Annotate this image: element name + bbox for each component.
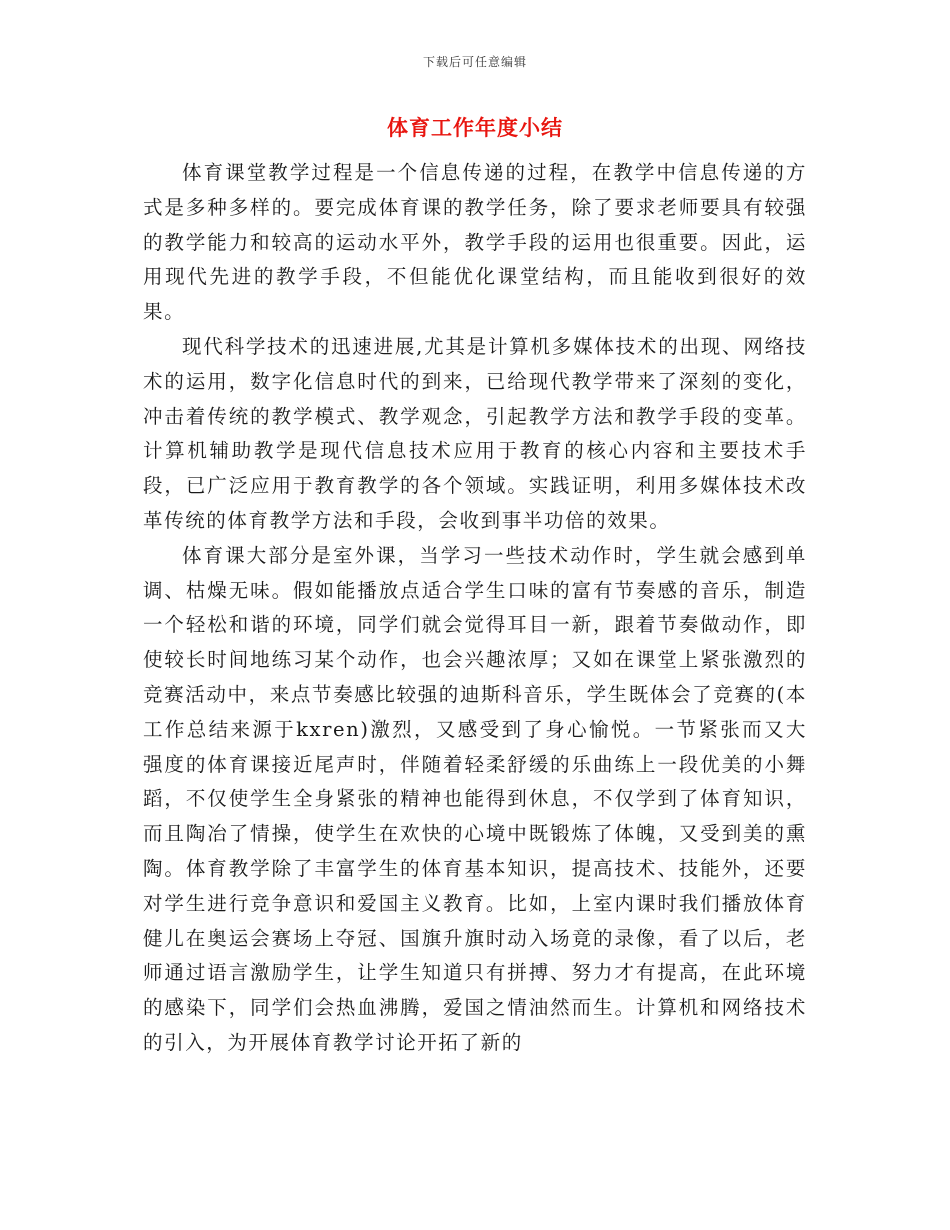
header-note: 下载后可任意编辑 (422, 55, 527, 69)
document-body (143, 156, 807, 1061)
paragraph-2: 现代科学技术的迅速进展,尤其是计算机多媒体技术的出现、网络技术的运用，数字化信息时代的到来，已给现代教学带来了深刻的变化，冲击着传统的教学模式、教学观念，引起教学方法和教学手段的变革。计算机辅助教学是现代信息技术应用于教育的核心内容和主要技术手段，已广泛应用于教育教学的各个领域。实践证明，利用多媒体技术改革传统的体育教学方法和手段，会收到事半功倍的效果。 (143, 334, 807, 532)
paragraph-3: 体育课大部分是室外课，当学习一些技术动作时，学生就会感到单调、枯燥无味。假如能播放点适合学生口味的富有节奏感的音乐，制造一个轻松和谐的环境，同学们就会觉得耳目一新，跟着节奏做动作，即使较长时间地练习某个动作，也会兴趣浓厚；又如在课堂上紧张激烈的竞赛活动中，来点节奏感比较强的迪斯科音乐，学生既体会了竞赛的(本工作总结来源于kxren)激烈，又感受到了身心愉悦。一节紧张而又大强度的体育课接近尾声时，伴随着轻柔舒缓的乐曲练上一段优美的小舞蹈，不仅使学生全身紧张的精神也能得到休息，不仅学到了体育知识，而且陶冶了情操，使学生在欢快的心境中既锻炼了体魄，又受到美的熏陶。体育教学除了丰富学生的体育基本知识，提高技术、技能外，还要对学生进行竞争意识和爱国主义教育。比如，上室内课时我们播放体育健儿在奥运会赛场上夺冠、国旗升旗时动入场竟的录像，看了以后，老师通过语言激励学生，让学生知道只有拼搏、努力才有提高，在此环境的感染下，同学们会热血沸腾，爱国之情油然而生。计算机和网络技术的引入，为开展体育教学讨论开拓了新的 (143, 543, 807, 1054)
document-title: 体育工作年度小结 (387, 116, 563, 140)
paragraph-1: 体育课堂教学过程是一个信息传递的过程，在教学中信息传递的方式是多种多样的。要完成体育课的教学任务，除了要求老师要具有较强的教学能力和较高的运动水平外，教学手段的运用也很重要。因此，运用现代先进的教学手段，不但能优化课堂结构，而且能收到很好的效果。 (143, 161, 807, 324)
